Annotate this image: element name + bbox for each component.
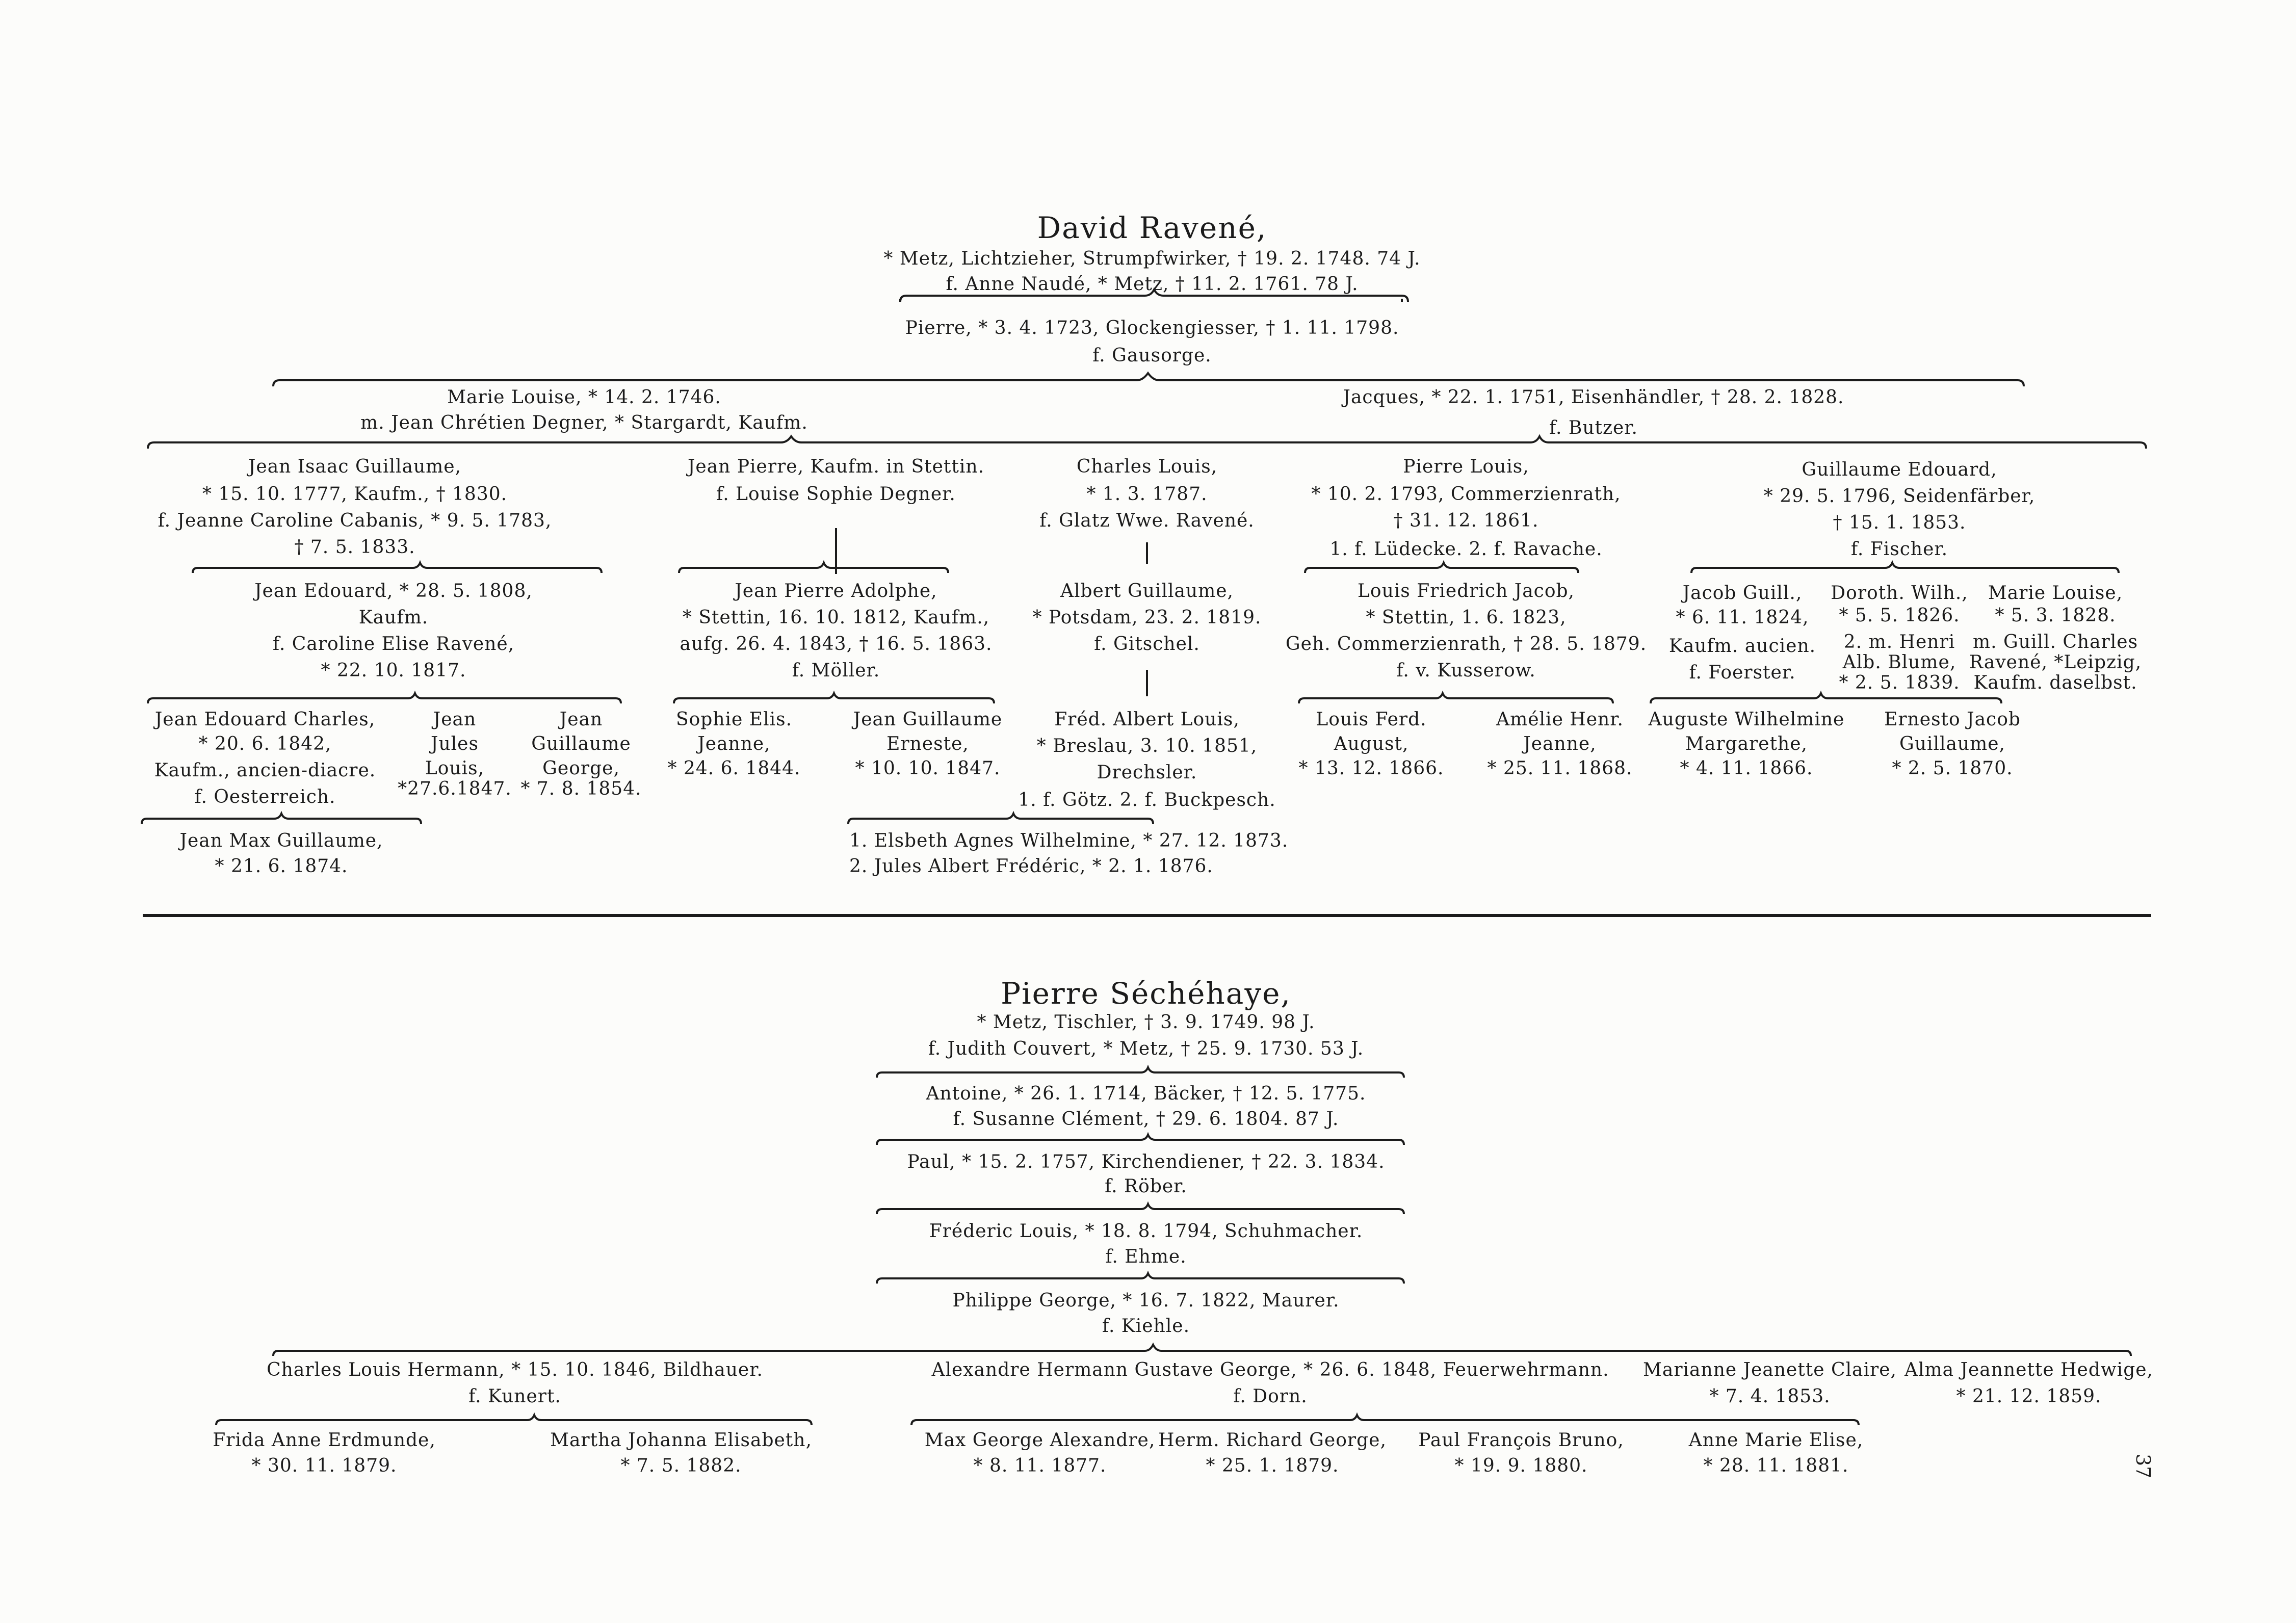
page-number: 37 [2132, 1454, 2154, 1479]
